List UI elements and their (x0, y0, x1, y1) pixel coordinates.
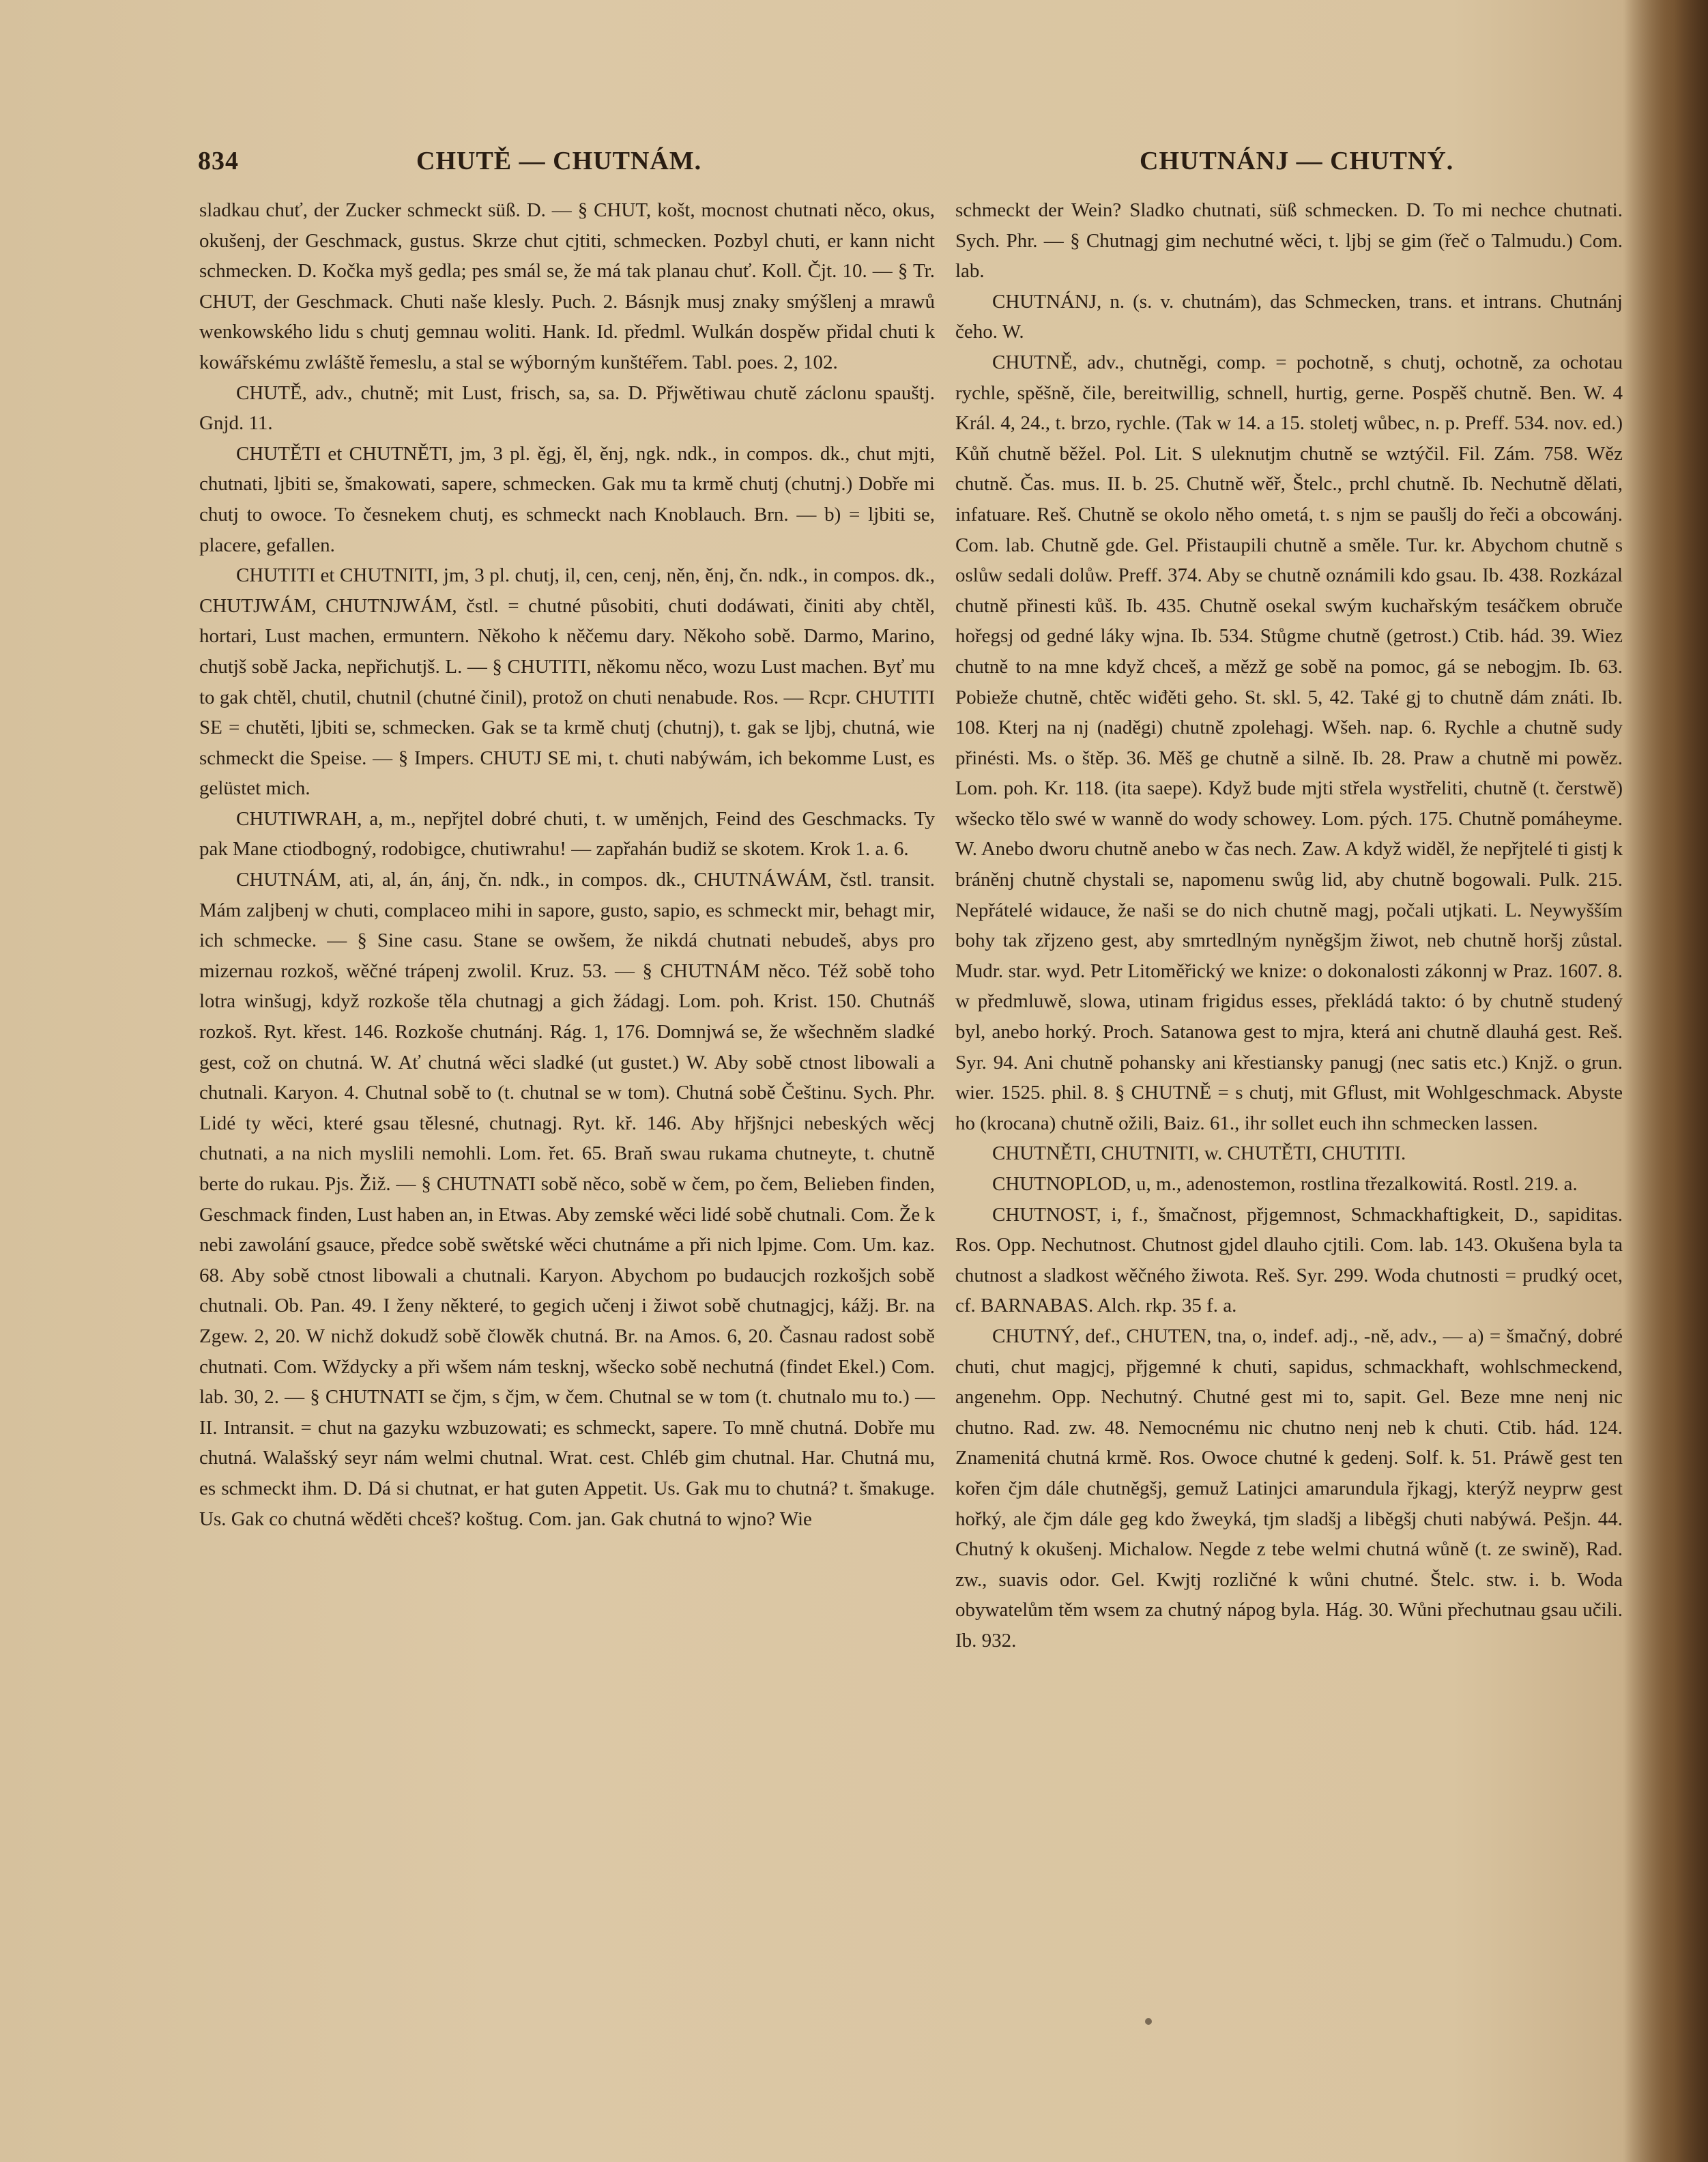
entry-chutnam-continued: schmeckt der Wein? Sladko chutnati, süß schmecken. D. To mi nechce chutnati. Sych. Phr. — § Chutnagj gim nechutné wěci, t. ljbj se gim (řeč o Talmudu.) Com. lab. (955, 199, 1623, 283)
entry-chutnam: CHUTNÁM, ati, al, án, ánj, čn. ndk., in compos. dk., CHUTNÁWÁM, čstl. transit. Mám zaljbenj w chuti, complaceo mihi in sapore, gusto, sapio, es schmeckt mir, behagt mir, ich schmecke. — § Sine casu. Stane se owšem, že nikdá chutnati nebudeš, abys pro mizernau rozkoš, wěčné trápenj zwolil. Kruz. 53. — § CHUTNÁM něco. Též sobě toho lotra winšugj, když rozkoše těla chutnagj a gich žádagj. Lom. poh. Krist. 150. Chutnáš rozkoš. Ryt. křest. 146. Rozkoše chutnánj. Rág. 1, 176. Domnjwá se, že wšechněm sladké gest, což on chutná. W. Ať chutná wěci sladké (ut gustet.) W. Aby sobě ctnost libowali a chutnali. Karyon. 4. Chutnal sobě to (t. chutnal se w tom). Chutná sobě Češtinu. Sych. Phr. Lidé ty wěci, které gsau tělesné, chutnagj. Ryt. kř. 146. Aby hřjšnjci nebeských wěcj chutnati, a na nich myslili nemohli. Lom. řet. 65. Braň swau rukama chutneyte, t. chutně berte do rukau. Pjs. Žiž. — § CHUTNATI sobě něco, sobě w čem, po čem, Belieben finden, Geschmack finden, Lust haben an, in Etwas. Aby zemské wěci lidé sobě chutnali. Com. Že k nebi zawolání gsauce, předce sobě swětské wěci chutnáme a při nich lpjme. Com. Um. kaz. 68. Aby sobě ctnost libowali a chutnali. Karyon. Abychom po budaucjch rozkošjch sobě chutnali. Ob. Pan. 49. I ženy některé, to gegich učenj i žiwot sobě chutnagjcj, kážj. Br. na Zgew. 2, 20. W nichž dokudž sobě člowěk chutná. Br. na Amos. 6, 20. Časnau radost sobě chutnati. Com. Wždycky a při wšem nám tesknj, wšecko sobě nechutná (findet Ekel.) Com. lab. 30, 2. — § CHUTNATI se čjm, s čjm, w čem. Chutnal se w tom (t. chutnalo mu to.) — II. Intransit. = chut na gazyku wzbuzowati; es schmeckt, sapere. To mně chutná. Dobře mu chutná. Walašský seyr nám welmi chutnal. Wrat. cest. Chléb gim chutnal. Har. Chutná mu, es schmeckt ihm. D. Dá si chutnat, er hat guten Appetit. Us. Gak mu to chutná? t. šmakuge. Us. Gak co chutná wěděti chceš? koštug. Com. jan. Gak chutná to wjno? Wie (199, 869, 935, 1530)
left-column (199, 195, 935, 1534)
entry-chutiwrah: CHUTIWRAH, a, m., nepřjtel dobré chuti, t. w uměnjch, Feind des Geschmacks. Ty pak Mane ctiodbogný, rodobigce, chutiwrahu! — zapřahán budiž se skotem. Krok 1. a. 6. (199, 807, 935, 861)
book-spine-shadow (1624, 0, 1708, 2162)
entry-chutny: CHUTNÝ, def., CHUTEN, tna, o, indef. adj., -ně, adv., — a) = šmačný, dobré chuti, chut magjcj, přjgemné k chuti, sapidus, schmackhaft, wohlschmeckend, angenehm. Opp. Nechutný. Chutné gest mi to, sapit. Gel. Beze mne nenj nic chutno. Rad. zw. 48. Nemocnému nic chutno nenj neb k chuti. Ctib. hád. 124. Znamenitá chutná krmě. Ros. Owoce chutné k gedenj. Solf. k. 51. Práwě gest ten kořen čjm dále chutněgšj, gemuž Latinjci amarundula řjkagj, kterýž neyprw gest hořký, ale čjm dále geg kdo žweyká, tjm sladšj a liběgšj chuti nabýwá. Pešjn. 44. Chutný k okušenj. Michalow. Negde z tebe welmi chutná wůně (t. ze swině), Rad. zw., suavis odor. Gel. Kwjtj rozličné k wůni chutné. Štelc. stw. i. b. Woda obywatelům těm wsem za chutný nápog byla. Hág. 30. Wůni přechutnau gsau učili. Ib. 932. (955, 1325, 1623, 1652)
entry-chutnoplod: CHUTNOPLOD, u, m., adenostemon, rostlina třezalkowitá. Rostl. 219. a. (992, 1173, 1578, 1195)
right-running-head: CHUTNÁNJ — CHUTNÝ. (1140, 147, 1454, 175)
left-running-head: CHUTĚ — CHUTNÁM. (416, 147, 702, 175)
entry-chut-continued: sladkau chuť, der Zucker schmeckt süß. D. — § CHUT, košt, mocnost chutnati něco, okus, okušenj, der Geschmack, gustus. Skrze chut cjtiti, schmecken. Pozbyl chuti, er kann nicht schmecken. D. Kočka myš gedla; pes smál se, že má tak planau chuť. Koll. Čjt. 10. — § Tr. CHUT, der Geschmack. Chuti naše klesly. Puch. 2. Básnjk musj znaky smýšlenj a mrawů wenkowského lidu s chutj gemnau woliti. Hank. Id. předml. Wulkán dospěw přidal chuti k kowářskému zwláště řemeslu, a stal se wýborným kunštéřem. Tabl. poes. 2, 102. (199, 199, 935, 373)
entry-chutne: CHUTNĚ, adv., chutněgi, comp. = pochotně, s chutj, ochotně, za ochotau rychle, spěšně, čile, bereitwillig, schnell, hurtig, gerne. Pospěš chutně. Ben. W. 4 Král. 4, 24., t. brzo, rychle. (Tak w 14. a 15. stoletj wůbec, n. p. Preff. 534. nov. ed.) Kůň chutně běžel. Pol. Lit. S uleknutjm chutně se wztýčil. Fil. Zám. 758. Wěz chutně. Čas. mus. II. b. 25. Chutně wěř, Štelc., prchl chutně. Ib. Nechutně dělati, infatuare. Reš. Chutně se okolo něho ometá, t. s njm se paušlj do řeči a obcowánj. Com. lab. Chutně gde. Gel. Přistaupili chutně a směle. Tur. kr. Abychom chutně s oslůw sedali dolůw. Preff. 374. Aby se chutně oznámili kdo gsau. Ib. 438. Rozkázal chutně přinesti kůš. Ib. 435. Chutně osekal swým kuchařským tesáčkem obruče hořegsj od gedné láky wjna. Ib. 534. Stůgme chutně (getrost.) Ctib. hád. 39. Wiez chutně to na mne když chceš, a mězž ge sobě na pomoc, gá se nebogjm. Ib. 63. Pobieže chutně, chtěc wiđěti geho. St. skl. 5, 42. Také gj to chutně dám znáti. Ib. 108. Kterj na nj (naděgi) chutně zpolehagj. Wšeh. nap. 6. Rychle a chutně sudy přinésti. Ms. o štěp. 36. Měš ge chutně a silně. Ib. 28. Praw a chutně mi powěz. Lom. poh. Kr. 118. (ita saepe). Když bude mjti střela wystřeliti, chutně (t. čerstwě) wšecko tělo swé w wanně do wody schowey. Lom. pých. 175. Chutně pomáheyme. W. Anebo dworu chutně anebo w čas nech. Zaw. A když widěl, že nepřjtelé ti gistj k bráněnj chutně chystali se, napomenu swůg lid, aby chutně bogowali. Pulk. 215. Nepřátelé widauce, že naši se do nich chutně magj, počali utjkati. L. Neywyšším bohy tak zřjzeno gest, aby smrtedlným nyněgšjm žiwot, neb chutně horšj zůstal. Mudr. star. wyd. Petr Litoměřický we knize: o dokonalosti zákonnj w Praz. 1607. 8. w předmluwě, slowa, utinam frigidus esses, překládá takto: ó by chutně studený byl, anebo horký. Proch. Satanowa gest to mjra, která ani chutně dlauhá gest. Reš. Syr. 94. Ani chutně pohansky ani křestiansky panugj (nec satis etc.) Knjž. o grun. wier. 1525. phil. 8. § CHUTNĚ = s chutj, mit Gflust, mit Wohlgeschmack. Abyste ho (krocana) chutně ožili, Baiz. 61., ihr sollet euch ihn schmecken lassen. (955, 351, 1623, 1134)
entry-chutneti: CHUTNĚTI, CHUTNITI, w. CHUTĚTI, CHUTITI. (992, 1142, 1406, 1165)
running-header (0, 146, 1624, 187)
entry-chutnanj: CHUTNÁNJ, n. (s. v. chutnám), das Schmecken, trans. et intrans. Chutnánj čeho. W. (955, 290, 1623, 343)
page-number: 834 (198, 147, 239, 175)
entry-chuteti: CHUTĚTI et CHUTNĚTI, jm, 3 pl. ěgj, ěl, ěnj, ngk. ndk., in compos. dk., chut mjti, chutnati, ljbiti se, šmakowati, sapere, schmecken. Gak mu ta krmě chutj (chutnj.) Dobře mi chutj to owoce. To česnekem chutj, es schmeckt nach Knoblauch. Brn. — b) = ljbiti se, placere, gefallen. (199, 442, 935, 556)
right-column (955, 195, 1623, 1656)
ink-spot (1145, 2018, 1152, 2025)
entry-chutiti: CHUTITI et CHUTNITI, jm, 3 pl. chutj, il, cen, cenj, něn, ěnj, čn. ndk., in compos. dk., CHUTJWÁM, CHUTNJWÁM, čstl. = chutné působiti, chuti dodáwati, činiti aby chtěl, hortari, Lust machen, ermuntern. Někoho k něčemu dary. Někoho sobě. Darmo, Marino, chutjš sobě Jacka, nepřichutjš. L. — § CHUTITI, někomu něco, wozu Lust machen. Byť mu to gak chtěl, chutil, chutnil (chutné činil), protož on chuti nenabude. Ros. — Rcpr. CHUTITI SE = chutěti, ljbiti se, schmecken. Gak se ta krmě chutj (chutnj), t. gak se ljbj, chutná, wie schmeckt die Speise. — § Impers. CHUTJ SE mi, t. chuti nabýwám, ich bekomme Lust, es gelüstet mich. (199, 564, 935, 800)
entry-chutnost: CHUTNOST, i, f., šmačnost, přjgemnost, Schmackhaftigkeit, D., sapiditas. Ros. Opp. Nechutnost. Chutnost gjdel dlauho cjtili. Com. lab. 143. Okušena byla ta chutnost a sladkost wěčného žiwota. Reš. Syr. 299. Woda chutnosti = prudký ocet, cf. BARNABAS. Alch. rkp. 35 f. a. (955, 1203, 1623, 1317)
entry-chute: CHUTĚ, adv., chutně; mit Lust, frisch, sa, sa. D. Přjwětiwau chutě záclonu spauštj. Gnjd. 11. (199, 381, 935, 435)
